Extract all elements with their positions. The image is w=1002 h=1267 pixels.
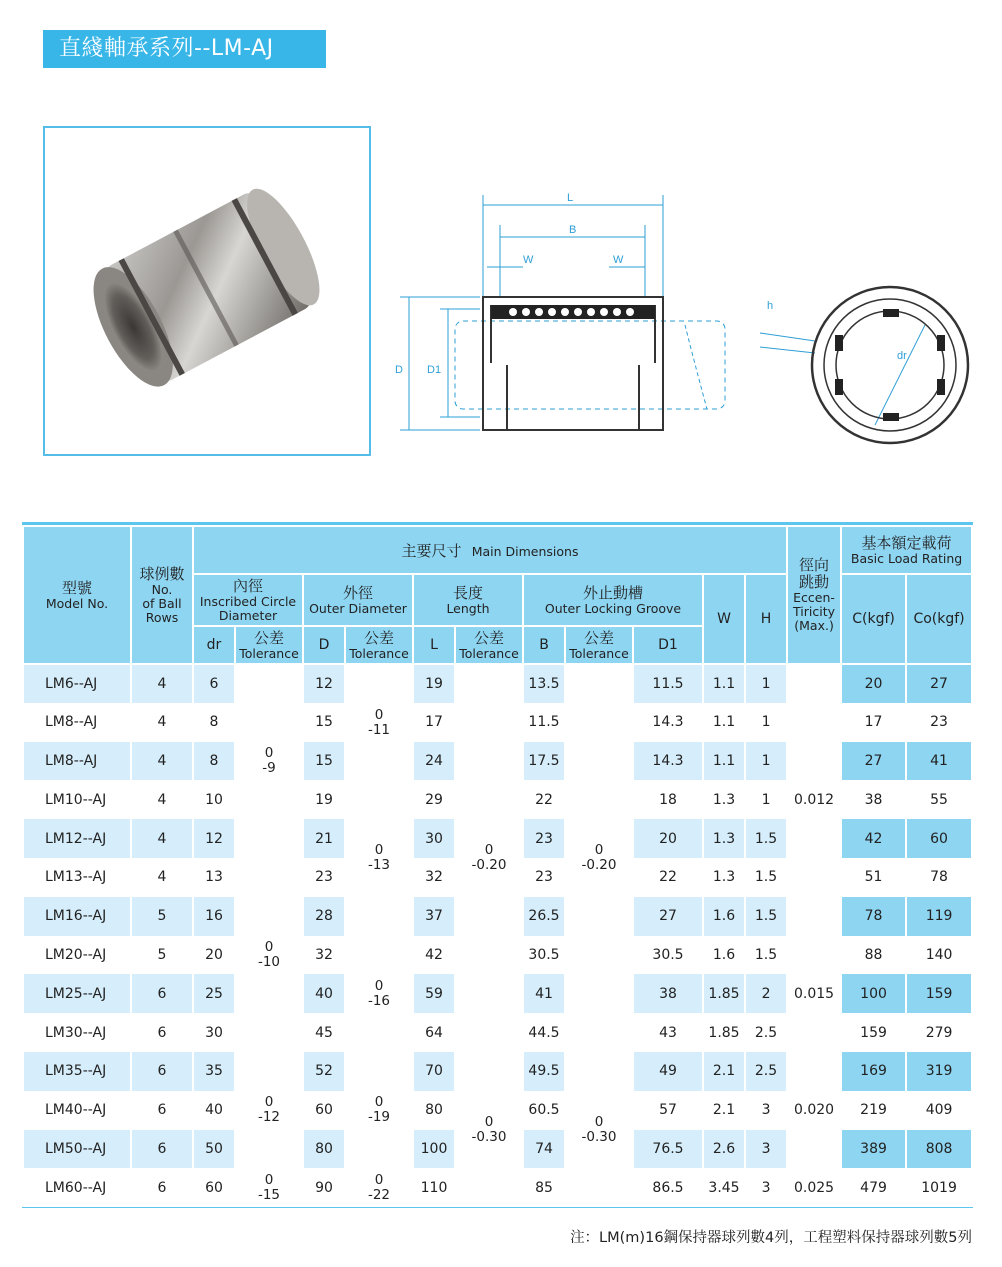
header-length: 長度 Length [413,574,523,626]
header-L-tolerance: 公差 Tolerance [455,626,523,664]
D-tolerance-4: 0 -19 [345,1052,413,1168]
header-dr: dr [193,626,235,664]
L-tolerance-1: 0 -0.20 [455,664,523,1052]
dr-tolerance-2: 0 -10 [235,858,303,1052]
L-tolerance-2: 0 -0.30 [455,1052,523,1207]
dr-tolerance-3: 0 -12 [235,1052,303,1168]
product-photo [43,126,371,456]
header-main-dimensions: 主要尺寸 Main Dimensions [193,526,787,574]
dim-label-dr: dr [897,350,907,362]
header-ball-rows: 球例數 No. of Ball Rows [131,526,193,664]
dim-label-B: B [569,224,577,236]
header-inscribed-diameter: 內徑 Inscribed Circle Diameter [193,574,303,626]
header-basic-load: 基本額定載荷 Basic Load Rating [841,526,972,574]
table-row: LM8--AJ 4 8 15 24 17.5 14.3 1.1 1 27 41 [23,742,972,781]
header-D1: D1 [633,626,703,664]
D-tolerance-1: 0 -11 [345,664,413,780]
linear-bearing-image [45,128,369,454]
header-B-tolerance: 公差 Tolerance [565,626,633,664]
eccentricity-3: 0.020 [787,1052,841,1168]
header-L: L [413,626,455,664]
table-row: LM6--AJ 4 6 0 -9 12 0 -11 19 0 -0.20 13.5 0 -0.20 11.5 1.1 1 0.012 20 27 [23,664,972,703]
table-row: LM30--AJ 6 30 45 64 44.5 43 1.85 2.5 159 279 [23,1013,972,1052]
header-eccentricity: 徑向 跳動 Eccen- Tiricity (Max.) [787,526,841,664]
D-tolerance-3: 0 -16 [345,936,413,1052]
dim-label-W-left: W [523,254,534,266]
D-tolerance-2: 0 -13 [345,780,413,935]
spec-table [22,522,973,1208]
table-row: LM40--AJ 6 40 60 80 60.5 57 2.1 3 219 409 [23,1091,972,1130]
dim-label-h: h [767,300,774,312]
table-row: LM35--AJ 6 35 0 -12 52 0 -19 70 0 -0.30 49.5 0 -0.30 49 2.1 2.5 0.020 169 319 [23,1052,972,1091]
eccentricity-4: 0.025 [787,1168,841,1207]
header-H: H [745,574,787,664]
header-W: W [703,574,745,664]
header-C: C(kgf) [841,574,906,664]
header-D: D [303,626,345,664]
table-row: LM13--AJ 4 13 0 -10 23 32 23 22 1.3 1.5 51 78 [23,858,972,897]
table-row: LM20--AJ 5 20 32 0 -16 42 30.5 30.5 1.6 1.5 0.015 88 140 [23,936,972,975]
header-outer-diameter: 外徑 Outer Diameter [303,574,413,626]
header-D-tolerance: 公差 Tolerance [345,626,413,664]
page-title: 直綫軸承系列--LM-AJ [43,30,326,68]
eccentricity-1: 0.012 [787,664,841,936]
B-tolerance-2: 0 -0.30 [565,1052,633,1207]
bearing-technical-drawing [395,185,985,450]
header-outer-locking-groove: 外止動槽 Outer Locking Groove [523,574,703,626]
footnote: 注：LM(m)16鋼保持器球列數4列，工程塑料保持器球列數5列 [570,1230,972,1246]
header-Co: Co(kgf) [906,574,972,664]
table-row: LM12--AJ 4 12 21 30 23 20 1.3 1.5 42 60 [23,819,972,858]
dim-label-L: L [567,192,574,204]
header-B: B [523,626,565,664]
dr-tolerance-4: 0 -15 [235,1168,303,1207]
dim-label-D: D [395,364,403,376]
B-tolerance-1: 0 -0.20 [565,664,633,1052]
header-model: 型號 Model No. [23,526,131,664]
header-dr-tolerance: 公差 Tolerance [235,626,303,664]
D-tolerance-5: 0 -22 [345,1168,413,1207]
table-row: LM60--AJ 6 60 0 -15 90 0 -22 110 85 86.5 3.45 3 0.025 479 1019 [23,1168,972,1207]
dim-label-W-right: W [613,254,624,266]
table-row: LM50--AJ 6 50 80 100 74 76.5 2.6 3 389 808 [23,1130,972,1169]
dim-label-D1: D1 [427,364,442,376]
table-row: LM16--AJ 5 16 28 37 26.5 27 1.6 1.5 78 119 [23,897,972,936]
table-row: LM25--AJ 6 25 40 59 41 38 1.85 2 100 159 [23,974,972,1013]
dr-tolerance-1: 0 -9 [235,664,303,858]
table-row: LM10--AJ 4 10 19 0 -13 29 22 18 1.3 1 38 55 [23,780,972,819]
eccentricity-2: 0.015 [787,936,841,1052]
table-row: LM8--AJ 4 8 15 17 11.5 14.3 1.1 1 17 23 [23,703,972,742]
